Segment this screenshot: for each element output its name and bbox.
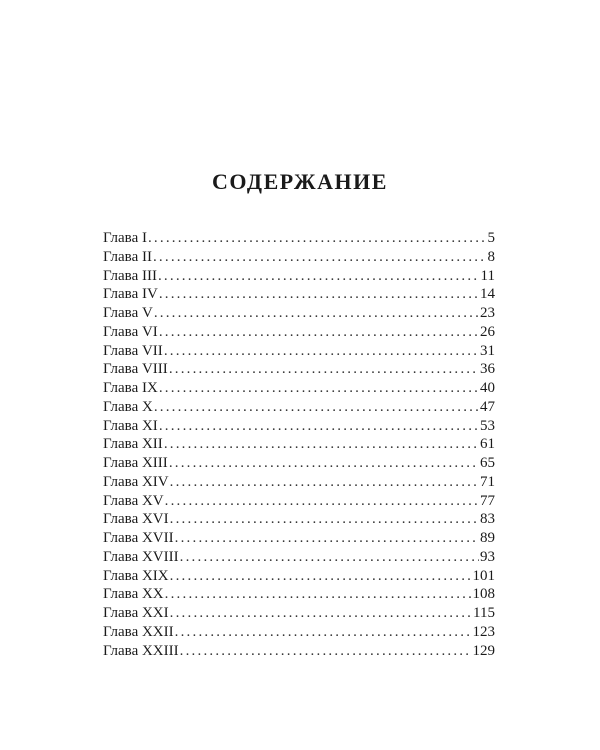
dot-leader: [170, 510, 479, 529]
dot-leader: [165, 492, 479, 511]
toc-entry-page: 11: [480, 267, 495, 284]
toc-entry-page: 129: [472, 642, 495, 659]
toc-entry[interactable]: [103, 585, 495, 604]
toc-entry[interactable]: [103, 567, 495, 586]
toc-entry-label: Глава III: [103, 267, 157, 284]
toc-entry[interactable]: [103, 454, 495, 473]
dot-leader: [169, 360, 479, 379]
toc-entry-label: Глава XV: [103, 492, 164, 509]
toc-entry-label: Глава VIII: [103, 361, 168, 378]
toc-entry-label: Глава XVI: [103, 511, 169, 528]
toc-entry-page: 40: [480, 380, 495, 396]
toc-entry-page: 83: [480, 511, 495, 528]
toc-entry-label: Глава I: [103, 230, 147, 246]
toc-entry-page: 93: [480, 548, 495, 565]
toc-entry[interactable]: [103, 267, 495, 286]
toc-entry-label: Глава XIV: [103, 473, 169, 490]
dot-leader: [175, 529, 479, 548]
toc-entry-page: 77: [480, 492, 495, 509]
toc-entry[interactable]: [103, 548, 495, 567]
toc-entry-label: Глава XVIII: [103, 548, 179, 565]
toc-entry[interactable]: [103, 529, 495, 548]
toc-entry[interactable]: [103, 492, 495, 511]
dot-leader: [158, 267, 480, 286]
toc-entry-page: 61: [480, 436, 495, 453]
toc-entry-label: Глава II: [103, 248, 152, 265]
toc-entry[interactable]: [103, 623, 495, 642]
toc-entry-page: 71: [480, 473, 495, 490]
toc-entry-page: 31: [480, 342, 495, 359]
toc-entry[interactable]: [103, 342, 495, 361]
dot-leader: [180, 642, 472, 661]
dot-leader: [159, 417, 479, 436]
dot-leader: [159, 285, 479, 304]
toc-entry[interactable]: [103, 304, 495, 323]
toc-entry[interactable]: [103, 510, 495, 529]
toc-entry[interactable]: [103, 398, 495, 417]
toc-entry-label: Глава IX: [103, 380, 158, 396]
dot-leader: [148, 229, 487, 248]
dot-leader: [164, 342, 479, 361]
toc-entry[interactable]: [103, 360, 495, 379]
toc-entry[interactable]: [103, 642, 495, 661]
toc-entry-label: Глава X: [103, 398, 153, 415]
toc-entry[interactable]: [103, 473, 495, 492]
toc-entry-label: Глава XXII: [103, 623, 174, 640]
dot-leader: [170, 473, 479, 492]
dot-leader: [169, 454, 479, 473]
toc-entry-page: 115: [473, 605, 495, 621]
toc-entry-label: Глава XIII: [103, 455, 168, 471]
toc-entry[interactable]: [103, 229, 495, 248]
toc-entry-page: 26: [480, 323, 495, 340]
dot-leader: [153, 248, 487, 267]
dot-leader: [164, 435, 479, 454]
toc-entry-label: Глава XVII: [103, 530, 174, 546]
toc-entry-label: Глава XXI: [103, 605, 169, 621]
dot-leader: [154, 398, 479, 417]
toc-entry-page: 89: [480, 530, 495, 546]
toc-entry-label: Глава XX: [103, 586, 164, 603]
toc-entry-label: Глава IV: [103, 286, 158, 303]
toc-entry[interactable]: [103, 417, 495, 436]
toc-entry-page: 101: [472, 567, 495, 584]
toc-entry-label: Глава XII: [103, 436, 163, 453]
dot-leader: [159, 379, 479, 398]
toc-entry-page: 5: [487, 230, 495, 246]
dot-leader: [175, 623, 472, 642]
page-title: СОДЕРЖАНИЕ: [212, 169, 388, 194]
toc-entry-page: 47: [480, 398, 495, 415]
toc-entry-page: 14: [480, 286, 495, 303]
toc-entry[interactable]: [103, 604, 495, 623]
toc-entry-page: 23: [480, 305, 495, 321]
dot-leader: [154, 304, 479, 323]
toc-entry-page: 123: [472, 623, 495, 640]
toc-entry[interactable]: [103, 379, 495, 398]
toc-entry-label: Глава VI: [103, 323, 158, 340]
toc-entry-page: 53: [480, 417, 495, 434]
toc-entry-label: Глава VII: [103, 342, 163, 359]
toc-entry-page: 36: [480, 361, 495, 378]
toc-entry-page: 65: [480, 455, 495, 471]
toc-entry-page: 8: [487, 248, 495, 265]
dot-leader: [159, 323, 479, 342]
toc-entry-label: Глава XXIII: [103, 642, 179, 659]
toc-entry[interactable]: [103, 323, 495, 342]
toc-entry-page: 108: [472, 586, 495, 603]
dot-leader: [165, 585, 472, 604]
dot-leader: [170, 567, 472, 586]
toc-entry[interactable]: [103, 435, 495, 454]
table-of-contents: [103, 229, 495, 660]
toc-entry[interactable]: [103, 248, 495, 267]
dot-leader: [170, 604, 472, 623]
toc-entry-label: Глава XI: [103, 417, 158, 434]
toc-entry-label: Глава XIX: [103, 567, 169, 584]
toc-entry[interactable]: [103, 285, 495, 304]
dot-leader: [180, 548, 479, 567]
toc-entry-label: Глава V: [103, 305, 153, 321]
